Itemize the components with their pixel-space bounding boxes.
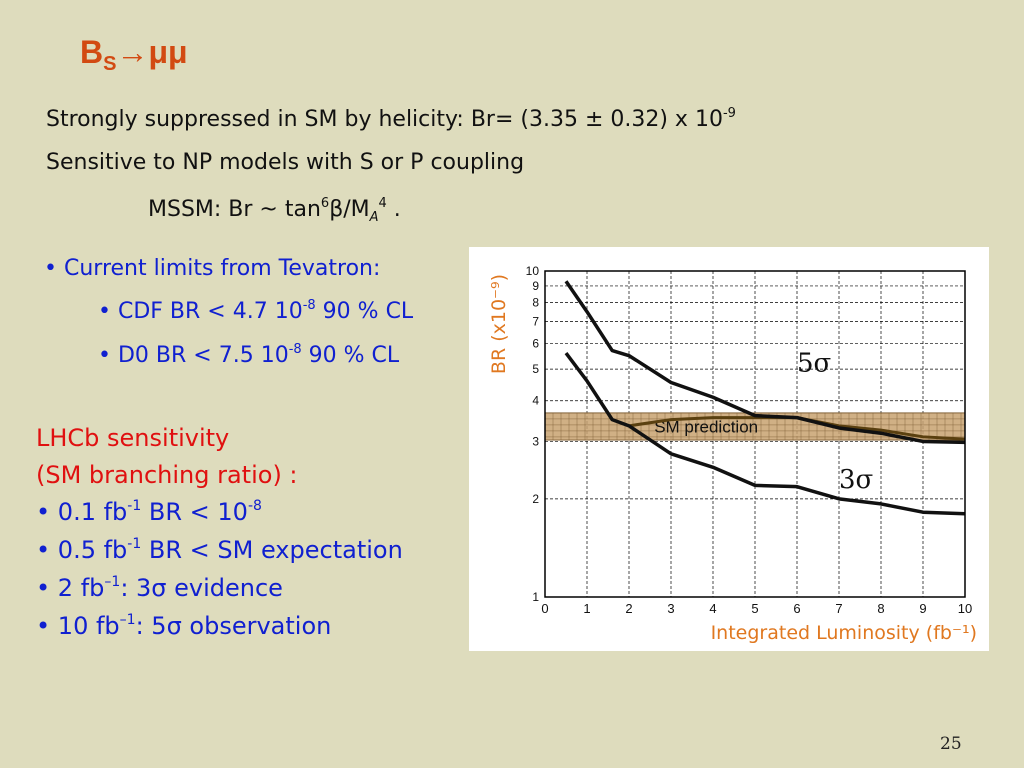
y-tick-label: 3 — [532, 434, 539, 449]
y-tick-label: 7 — [532, 314, 539, 329]
series-label-5sigma: 5σ — [797, 348, 832, 379]
helicity-line: Strongly suppressed in SM by helicity: Br= (3.35 ± 0.32) x $10^{-9}$ — [46, 106, 736, 132]
x-tick-label: 3 — [667, 601, 675, 616]
x-tick-label: 7 — [835, 601, 843, 616]
y-axis-label: BR (x10⁻⁹) — [488, 273, 510, 375]
x-tick-label: 1 — [583, 601, 591, 616]
d0-limit: • D0 BR < 7.5 $10^{-8}$ 90 % CL — [98, 342, 400, 368]
x-tick-label: 0 — [541, 601, 549, 616]
x-tick-label: 2 — [625, 601, 633, 616]
y-tick-label: 5 — [532, 362, 539, 377]
series-label-3sigma: 3σ — [839, 465, 874, 496]
slide-title: $B_S\to\mu\mu$ — [80, 34, 188, 75]
y-tick-label: 8 — [532, 295, 539, 310]
x-tick-label: 10 — [957, 601, 973, 616]
chart-svg — [469, 247, 989, 651]
sensitivity-chart — [469, 247, 989, 651]
x-axis-label: Integrated Luminosity (fb⁻¹) — [710, 622, 977, 644]
x-tick-label: 4 — [709, 601, 717, 616]
lhcb-subheading: (SM branching ratio) : — [36, 461, 298, 489]
x-tick-label: 6 — [793, 601, 801, 616]
tevatron-heading: • Current limits from Tevatron: — [44, 256, 381, 281]
np-models-line: Sensitive to NP models with S or P coupling — [46, 150, 525, 175]
mssm-line: MSSM: Br ~ $\tan^6\beta/M_A^4$ . — [148, 196, 401, 225]
y-tick-label: 1 — [532, 590, 539, 604]
sm-prediction-label: SM prediction — [654, 417, 759, 437]
y-tick-label: 2 — [532, 491, 539, 506]
y-tick-label: 6 — [532, 336, 539, 351]
y-tick-label: 9 — [532, 278, 539, 293]
lhcb-bullet-1: • 0.1 $fb^{-1}$ BR < $10^{-8}$ — [36, 498, 262, 526]
page-number: 25 — [940, 734, 962, 754]
lhcb-bullet-3: • 2 $fb^{-1}$: 3σ evidence — [36, 574, 283, 602]
x-tick-label: 9 — [919, 601, 927, 616]
y-tick-label: 4 — [532, 393, 539, 408]
x-tick-label: 8 — [877, 601, 885, 616]
lhcb-heading: LHCb sensitivity — [36, 424, 230, 452]
y-tick-label: 10 — [525, 264, 539, 278]
lhcb-bullet-2: • 0.5 $fb^{-1}$ BR < SM expectation — [36, 536, 403, 564]
cdf-limit: • CDF BR < 4.7 $10^{-8}$ 90 % CL — [98, 298, 414, 324]
x-tick-label: 5 — [751, 601, 759, 616]
lhcb-bullet-4: • 10 $fb^{-1}$: 5σ observation — [36, 612, 332, 640]
